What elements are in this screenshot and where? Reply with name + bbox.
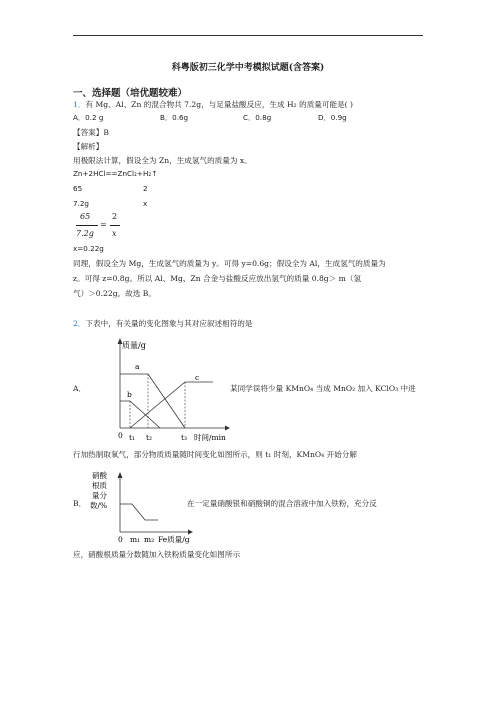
chart-b-origin: 0	[118, 535, 123, 544]
header-rule	[73, 35, 423, 36]
analysis-para-line-2: z。可得 z=0.8g。所以 Al、Mg、Zn 合金与盐酸反应放出氢气的质量 0.8g＞ m（氢	[73, 274, 362, 283]
chart-b-y-arrow	[118, 472, 123, 478]
fraction-bar-right	[110, 225, 120, 226]
ratio-row-2-right: x	[143, 199, 148, 208]
fraction-bar-left	[76, 225, 98, 226]
chart-a-label-c: c	[195, 373, 200, 382]
ratio-row-1-left: 65	[73, 184, 83, 193]
chart-b-tick-m2: m₂	[144, 535, 155, 544]
reaction-equation: Zn+2HCl==ZnCl₂+H₂↑	[73, 169, 158, 178]
chart-a-x-arrow	[225, 426, 230, 431]
question-2-number: 2．	[73, 319, 86, 328]
question-1-stem	[73, 99, 353, 110]
answer-line: 【答案】B	[73, 128, 109, 137]
ratio-row-2-left: 7.2g	[73, 199, 89, 208]
fraction-denominator-right: x	[112, 229, 117, 238]
option-a-label: A．	[73, 384, 87, 393]
option-b: B．0.6g	[160, 113, 189, 122]
chart-a-curve-c	[130, 382, 213, 428]
option-c: C．0.8g	[243, 113, 272, 122]
question-2-text: 下表中，有关量的变化图象与其对应叙述相符的是	[85, 319, 253, 328]
chart-b-tick-m1: m₁	[130, 535, 141, 544]
option-b-description-cont: 应，硝酸根质量分数随加入铁粉质量变化如图所示	[73, 550, 241, 559]
chart-a-tick-t2: t₂	[146, 433, 153, 442]
chart-a-label-b: b	[127, 390, 132, 399]
chart-b-y-label-line-3: 量分	[92, 491, 107, 500]
fraction-equals: =	[100, 220, 107, 229]
option-a: A．0.2 g	[73, 113, 104, 122]
analysis-para-line-3: 气）＞0.22g。故选 B。	[73, 289, 156, 298]
question-2-stem	[73, 318, 253, 329]
option-b-label: B．	[73, 499, 87, 508]
chart-a-curve-b	[120, 401, 160, 428]
option-a-description: 某同学误将少量 KMnO₄ 当成 MnO₂ 加入 KClO₃ 中进	[230, 384, 416, 393]
chart-a-tick-t1: t₁	[129, 433, 136, 442]
fraction-denominator-left: 7.2g	[76, 229, 94, 238]
chart-b-nitrate-fraction	[88, 466, 200, 546]
section-heading: 一、选择题（培优题较难）	[73, 88, 188, 99]
fraction-numerator-right: 2	[112, 212, 118, 221]
result-line: x=0.22g	[73, 244, 104, 253]
analysis-para-line-1: 同理，假设全为 Mg，生成氢气的质量为 y。可得 y=0.6g；假设全为 Al，生成氢气的质量为	[73, 259, 386, 268]
chart-b-y-label-line-1: 硝酸	[92, 471, 107, 480]
chart-a-x-label: 时间/min	[194, 433, 226, 442]
option-a-description-cont: 行加热制取氧气，部分物质质量随时间变化如图所示，则 t₁ 时刻，KMnO₄ 开始分解	[73, 450, 357, 459]
chart-b-y-label-line-2: 根质	[92, 481, 107, 490]
option-b-description: 在一定量硝酸银和硝酸铜的混合溶液中加入铁粉，充分反	[187, 499, 377, 508]
fraction-numerator-left: 65	[80, 212, 91, 221]
chart-b-x-label: Fe质量/g	[158, 535, 190, 544]
chart-b-y-label-line-4: 数/%	[90, 501, 108, 510]
question-1-text: 有 Mg、Al、Zn 的混合物共 7.2g，与足量盐酸反应，生成 H₂ 的质量可能是( )	[85, 100, 354, 109]
chart-a-tick-t3: t₃	[181, 433, 188, 442]
analysis-label: 【解析】	[73, 142, 104, 151]
page-title: 科粤版初三化学中考模拟试题(含答案)	[171, 63, 325, 73]
chart-b-x-arrow	[188, 530, 193, 535]
chart-a-origin: 0	[118, 431, 123, 440]
chart-a-y-label: 质量/g	[122, 341, 146, 350]
option-d: D．0.9g	[318, 113, 347, 122]
question-1-number: 1．	[73, 100, 86, 109]
chart-a-label-a: a	[135, 362, 140, 371]
chart-b-curve	[120, 504, 158, 520]
analysis-line-1: 用极限法计算，假设全为 Zn，生成氢气的质量为 x。	[73, 156, 252, 165]
ratio-row-1-right: 2	[143, 184, 148, 193]
proportion-fraction	[74, 212, 124, 242]
chart-a-mass-vs-time	[115, 336, 235, 442]
